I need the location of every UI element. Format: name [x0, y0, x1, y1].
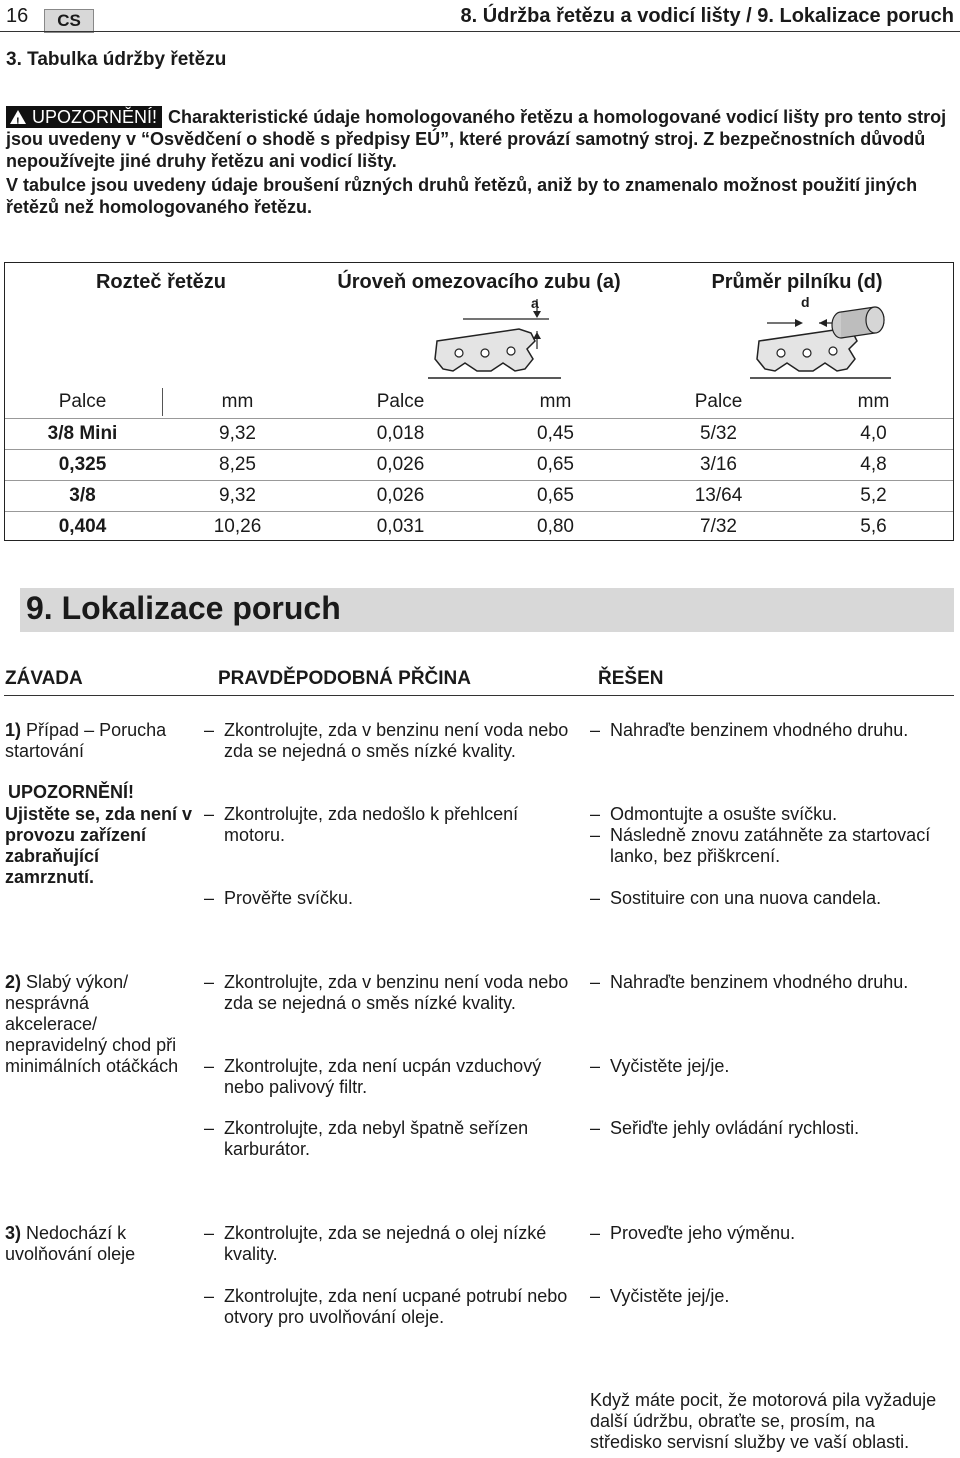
- fault-3-title: 3) Nedochází k uvolňování oleje: [5, 1223, 136, 1264]
- fault-1-solution-4: Sostituire con una nuova candela.: [610, 888, 882, 908]
- cell-file-mm: 4,8: [860, 454, 887, 475]
- bullet-dash: –: [204, 720, 215, 740]
- fault-1-solution-2: Odmontujte a osušte svíčku.: [610, 804, 838, 824]
- subheader-file-mm: mm: [857, 391, 890, 412]
- fault-1-cause-3: Prověřte svíčku.: [224, 888, 354, 908]
- language-badge: CS: [44, 9, 94, 33]
- bullet-dash: –: [204, 1223, 215, 1243]
- fault-1-cause-1: Zkontrolujte, zda v benzinu není voda nebo zda se nejedná o směs nízké kvality.: [224, 720, 569, 761]
- fault-3-solution-1: Proveďte jeho výměnu.: [610, 1223, 796, 1243]
- bullet-dash: –: [204, 804, 215, 824]
- bullet-dash: –: [590, 804, 601, 824]
- file-diameter-diagram: [745, 297, 895, 381]
- section-9-title: 9. Lokalizace poruch: [26, 590, 341, 626]
- fault-2-title: 2) Slabý výkon/ nesprávná akcelerace/ nepravidelný chod při minimálních otáčkách: [5, 972, 179, 1076]
- fault-1-cause-2: Zkontrolujte, zda nedošlo k přehlcení motoru.: [224, 804, 519, 845]
- fault-2-solution-2: Vyčistěte jej/je.: [610, 1056, 730, 1076]
- bullet-dash: –: [590, 1286, 601, 1306]
- cell-file-inch: 3/16: [700, 454, 737, 475]
- header-chain-pitch: Rozteč řetězu: [95, 271, 227, 293]
- cell-pitch-inch: 0,404: [58, 516, 107, 537]
- column-header-solution: ŘEŠEN: [598, 668, 664, 689]
- cell-gauge-inch: 0,026: [376, 454, 425, 475]
- warning-badge-label: UPOZORNĚNÍ!: [32, 107, 158, 127]
- chain-maintenance-table: [4, 262, 954, 541]
- warning-text-1: Charakteristické údaje homologovaného řetězu a homologované vodicí lišty pro tento stroj jsou uvedeny v “Osvědčení o shodě s předpisy EÚ”, které provází samotný stroj. Z bezpečnostních důvodů nepoužívejte jiné druhy řetězu ani vodicí lišty.: [6, 107, 947, 171]
- fault-2-solution-3: Seřiďte jehly ovládání rychlosti.: [610, 1118, 860, 1138]
- cell-pitch-mm: 10,26: [213, 516, 262, 537]
- bullet-dash: –: [590, 720, 601, 740]
- header-file-diameter: Průměr pilníku (d): [711, 271, 883, 293]
- section-3-title: 3. Tabulka údržby řetězu: [6, 49, 227, 70]
- closing-note: Když máte pocit, že motorová pila vyžaduje další údržbu, obraťte se, prosím, na středisko servisní služby ve vaší oblasti.: [590, 1390, 937, 1452]
- cell-pitch-mm: 9,32: [219, 485, 256, 506]
- page-number: 16: [6, 5, 29, 27]
- fault-3-cause-2: Zkontrolujte, zda není ucpané potrubí nebo otvory pro uvolňování oleje.: [224, 1286, 568, 1327]
- subheader-pitch-inch: Palce: [58, 391, 107, 412]
- cell-file-inch: 7/32: [700, 516, 737, 537]
- cell-file-mm: 5,2: [860, 485, 887, 506]
- bullet-dash: –: [204, 1286, 215, 1306]
- depth-gauge-diagram: [423, 297, 563, 381]
- cell-file-inch: 13/64: [694, 485, 743, 506]
- subheader-gauge-inch: Palce: [376, 391, 425, 412]
- bullet-dash: –: [204, 1118, 215, 1138]
- subheader-pitch-mm: mm: [221, 391, 254, 412]
- fault-1-warning-text: Ujistěte se, zda není v provozu zařízení zabraňující zamrznutí.: [5, 804, 193, 887]
- cell-pitch-inch: 0,325: [58, 454, 107, 475]
- fault-2-cause-2: Zkontrolujte, zda není ucpán vzduchový nebo palivový filtr.: [224, 1056, 542, 1097]
- subheader-gauge-mm: mm: [539, 391, 572, 412]
- header-depth-gauge: Úroveň omezovacího zubu (a): [337, 271, 621, 293]
- fault-1-warning-label: UPOZORNĚNÍ!: [8, 782, 134, 802]
- bullet-dash: –: [590, 888, 601, 908]
- header-rule: [0, 31, 960, 32]
- warning-text-2: V tabulce jsou uvedeny údaje broušení různých druhů řetězů, aniž by to znamenalo možnost použití jiných řetězů než homologovaného řetězu.: [6, 175, 918, 217]
- diagram-label-a: a: [531, 295, 539, 311]
- cell-file-mm: 4,0: [860, 423, 887, 444]
- diagram-label-d: d: [801, 294, 810, 310]
- fault-3-cause-1: Zkontrolujte, zda se nejedná o olej nízké kvality.: [224, 1223, 547, 1264]
- bullet-dash: –: [590, 825, 601, 845]
- cell-gauge-inch: 0,018: [376, 423, 425, 444]
- cell-gauge-inch: 0,026: [376, 485, 425, 506]
- fault-2-cause-3: Zkontrolujte, zda nebyl špatně seřízen karburátor.: [224, 1118, 529, 1159]
- cell-pitch-inch: 3/8 Mini: [47, 423, 118, 444]
- bullet-dash: –: [204, 972, 215, 992]
- column-header-cause: PRAVDĚPODOBNÁ PŘČINA: [218, 668, 472, 689]
- bullet-dash: –: [590, 1118, 601, 1138]
- warning-badge: [6, 106, 162, 128]
- cell-gauge-inch: 0,031: [376, 516, 425, 537]
- bullet-dash: –: [590, 1056, 601, 1076]
- cell-pitch-mm: 9,32: [219, 423, 256, 444]
- bullet-dash: –: [590, 972, 601, 992]
- bullet-dash: –: [204, 1056, 215, 1076]
- cell-file-mm: 5,6: [860, 516, 887, 537]
- column-header-fault: ZÁVADA: [5, 668, 83, 689]
- table-row-divider: [5, 449, 953, 450]
- table-row-divider: [5, 511, 953, 512]
- cell-gauge-mm: 0,65: [537, 454, 574, 475]
- fault-1-title: 1) Případ – Porucha startování: [5, 720, 167, 761]
- fault-2-solution-1: Nahraďte benzinem vhodného druhu.: [610, 972, 909, 992]
- cell-file-inch: 5/32: [700, 423, 737, 444]
- fault-3-solution-2: Vyčistěte jej/je.: [610, 1286, 730, 1306]
- cell-pitch-inch: 3/8: [69, 485, 96, 506]
- cell-gauge-mm: 0,45: [537, 423, 574, 444]
- bullet-dash: –: [204, 888, 215, 908]
- cell-gauge-mm: 0,65: [537, 485, 574, 506]
- fault-1-solution-3: Následně znovu zatáhněte za startovací lanko, bez přiškrcení.: [610, 825, 931, 866]
- subheader-file-inch: Palce: [694, 391, 743, 412]
- column-header-rule: [4, 695, 954, 696]
- cell-gauge-mm: 0,80: [537, 516, 574, 537]
- warning-triangle-icon: [10, 110, 26, 124]
- table-row-divider: [5, 480, 953, 481]
- table-row-divider: [5, 418, 953, 419]
- cell-pitch-mm: 8,25: [219, 454, 256, 475]
- warning-block: [6, 106, 956, 218]
- fault-1-solution-1: Nahraďte benzinem vhodného druhu.: [610, 720, 909, 740]
- running-title: 8. Údržba řetězu a vodicí lišty / 9. Lokalizace poruch: [460, 5, 954, 27]
- fault-2-cause-1: Zkontrolujte, zda v benzinu není voda nebo zda se nejedná o směs nízké kvality.: [224, 972, 569, 1013]
- bullet-dash: –: [590, 1223, 601, 1243]
